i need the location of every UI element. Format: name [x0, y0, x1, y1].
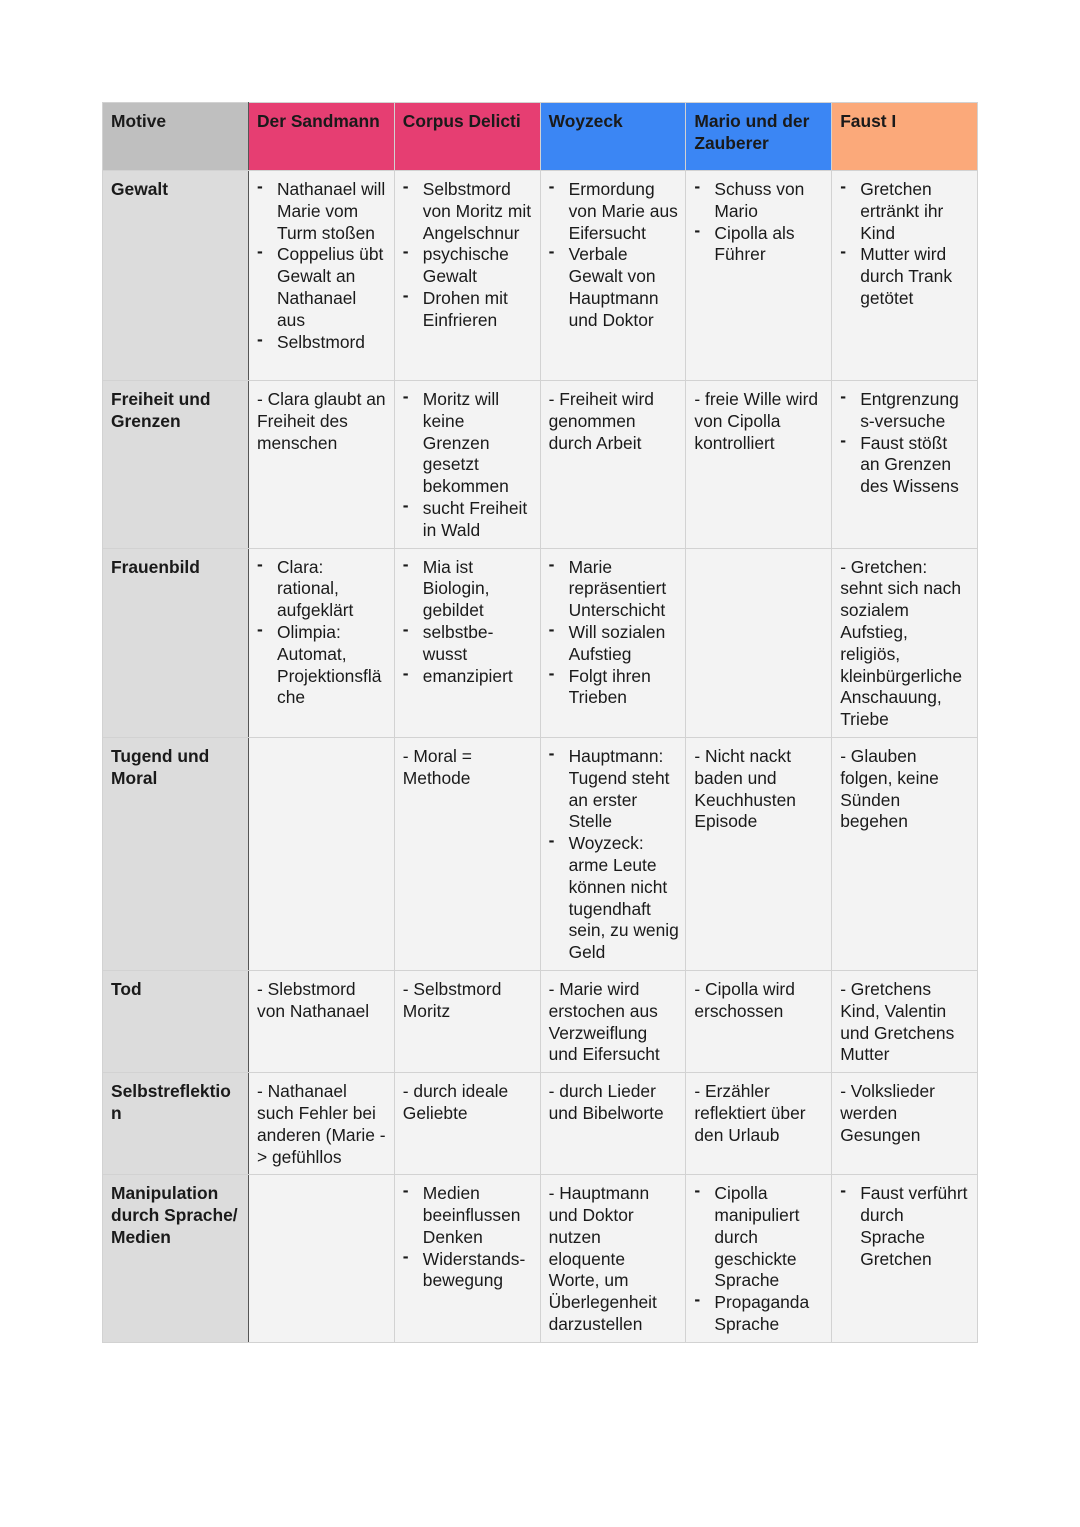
list-item: - Faust verführt durch Sprache Gretchen — [840, 1183, 971, 1270]
table-row — [103, 737, 978, 970]
table-cell — [394, 1073, 540, 1175]
list-item: - Nathanael will Marie vom Turm stoßen — [257, 179, 388, 244]
list-item: - Moritz will keine Grenzen gesetzt bekommen — [403, 389, 534, 498]
list-item: - Cipolla manipuliert durch geschickte Sprache — [694, 1183, 825, 1292]
cell-text: - Slebstmord von Nathanael — [257, 978, 370, 1021]
table-cell — [832, 1175, 978, 1343]
list-item: - Drohen mit Einfrieren — [403, 288, 534, 332]
list-item: - Widerstands- bewegung — [403, 1249, 534, 1293]
table-cell — [686, 548, 832, 737]
bullet-list — [694, 1183, 825, 1336]
table-cell — [832, 737, 978, 970]
list-item: - psychische Gewalt — [403, 244, 534, 288]
list-item: - Mutter wird durch Trank getötet — [840, 244, 971, 309]
table-cell — [540, 548, 686, 737]
cell-text: - Gretchens Kind, Valentin und Gretchens Mutter — [840, 978, 955, 1065]
table-cell — [394, 737, 540, 970]
bullet-list — [840, 179, 971, 310]
bullet-list — [403, 179, 534, 332]
bullet-list — [403, 557, 534, 688]
motive-comparison-table — [102, 102, 978, 1343]
list-item: - Woyzeck: arme Leute können nicht tugendhaft sein, zu wenig Geld — [549, 833, 680, 964]
table-cell — [832, 970, 978, 1072]
table-cell — [249, 171, 395, 381]
table-cell — [686, 737, 832, 970]
list-item: - Folgt ihren Trieben — [549, 666, 680, 710]
cell-text: - Cipolla wird erschossen — [694, 978, 795, 1021]
list-item: - Hauptmann: Tugend steht an erster Stelle — [549, 746, 680, 833]
header-work: Mario und der Zauberer — [686, 103, 832, 171]
bullet-list — [549, 557, 680, 710]
table-cell — [394, 171, 540, 381]
cell-text: - Gretchen: sehnt sich nach sozialem Aufstieg, religiös, kleinbürgerliche Anschauung, Triebe — [840, 556, 962, 730]
cell-text: - Freiheit wird genommen durch Arbeit — [548, 389, 654, 453]
cell-text: - durch ideale Geliebte — [402, 1081, 509, 1123]
table-cell — [540, 1073, 686, 1175]
list-item: - emanzipiert — [403, 666, 534, 688]
table-cell — [686, 171, 832, 381]
list-item: - Coppelius übt Gewalt an Nathanael aus — [257, 244, 388, 331]
cell-text: - Clara glaubt an Freiheit des menschen — [257, 389, 386, 453]
list-item: - Medien beeinflussen Denken — [403, 1183, 534, 1248]
header-work: Faust I — [832, 103, 978, 171]
row-heading: Tugend und Moral — [103, 737, 249, 970]
list-item: - Clara: rational, aufgeklärt — [257, 557, 388, 622]
list-item: - Marie repräsentiert Unterschicht — [549, 557, 680, 622]
table-row — [103, 548, 978, 737]
list-item: - selbstbe- wusst — [403, 622, 534, 666]
list-item: - Mia ist Biologin, gebildet — [403, 557, 534, 622]
list-item: - Olimpia: Automat, Projektionsflä che — [257, 622, 388, 709]
table-cell — [832, 1073, 978, 1175]
table-cell — [394, 548, 540, 737]
cell-text: - Nathanael such Fehler bei anderen (Marie -> gefühllos — [257, 1081, 386, 1167]
bullet-list — [840, 1183, 971, 1270]
table-cell — [686, 1175, 832, 1343]
cell-text: - Volkslieder werden Gesungen — [840, 1081, 935, 1145]
table-cell — [249, 381, 395, 549]
table-cell — [249, 1073, 395, 1175]
header-work: Der Sandmann — [249, 103, 395, 171]
list-item: - Propaganda Sprache — [694, 1292, 825, 1336]
row-heading: Tod — [103, 970, 249, 1072]
bullet-list — [549, 746, 680, 964]
table-row — [103, 1073, 978, 1175]
table-cell — [540, 381, 686, 549]
list-item: - Ermordung von Marie aus Eifersucht — [549, 179, 680, 244]
list-item: - Will sozialen Aufstieg — [549, 622, 680, 666]
cell-text: - freie Wille wird von Cipolla kontrolliert — [694, 389, 819, 453]
table-cell — [832, 381, 978, 549]
list-item: - Cipolla als Führer — [694, 223, 825, 267]
header-work: Woyzeck — [540, 103, 686, 171]
table-cell — [249, 1175, 395, 1343]
bullet-list — [403, 1183, 534, 1292]
row-heading: Freiheit und Grenzen — [103, 381, 249, 549]
list-item: - Schuss von Mario — [694, 179, 825, 223]
cell-text: - Nicht nackt baden und Keuchhusten Episode — [694, 745, 796, 832]
list-item: - sucht Freiheit in Wald — [403, 498, 534, 542]
table-cell — [540, 737, 686, 970]
bullet-list — [549, 179, 680, 332]
row-heading: Gewalt — [103, 171, 249, 381]
cell-text: - Selbstmord Moritz — [402, 978, 502, 1021]
cell-text: - durch Lieder und Bibelworte — [548, 1081, 664, 1123]
list-item: - Entgrenzung s-versuche — [840, 389, 971, 433]
row-heading: Frauenbild — [103, 548, 249, 737]
list-item: - Faust stößt an Grenzen des Wissens — [840, 433, 971, 498]
cell-text: - Moral = Methode — [402, 745, 472, 788]
list-item: - Selbstmord von Moritz mit Angelschnur — [403, 179, 534, 244]
table-row — [103, 171, 978, 381]
cell-text: - Hauptmann und Doktor nutzen eloquente Worte, um Überlegenheit darzustellen — [548, 1183, 657, 1335]
table-cell — [540, 1175, 686, 1343]
table-cell — [249, 548, 395, 737]
table-cell — [394, 1175, 540, 1343]
list-item: - Gretchen ertränkt ihr Kind — [840, 179, 971, 244]
table-cell — [394, 970, 540, 1072]
table-cell — [832, 548, 978, 737]
cell-text: - Marie wird erstochen aus Verzweiflung und Eifersucht — [548, 978, 660, 1065]
table-cell — [394, 381, 540, 549]
table-cell — [540, 970, 686, 1072]
row-heading: Manipulation durch Sprache/ Medien — [103, 1175, 249, 1343]
cell-text: - Glauben folgen, keine Sünden begehen — [840, 745, 939, 832]
table-row — [103, 381, 978, 549]
bullet-list — [257, 179, 388, 353]
table-cell — [540, 171, 686, 381]
bullet-list — [694, 179, 825, 266]
table-cell — [686, 381, 832, 549]
bullet-list — [257, 557, 388, 710]
row-heading: Selbstreflektio n — [103, 1073, 249, 1175]
cell-text: - Erzähler reflektiert über den Urlaub — [694, 1081, 806, 1145]
list-item: - Selbstmord — [257, 332, 388, 354]
header-work: Corpus Delicti — [394, 103, 540, 171]
table-cell — [249, 970, 395, 1072]
list-item: - Verbale Gewalt von Hauptmann und Doktor — [549, 244, 680, 331]
header-motive: Motive — [103, 103, 249, 171]
table-row — [103, 1175, 978, 1343]
table-cell — [832, 171, 978, 381]
table-cell — [686, 1073, 832, 1175]
table-row — [103, 970, 978, 1072]
table-cell — [686, 970, 832, 1072]
table-cell — [249, 737, 395, 970]
bullet-list — [403, 389, 534, 542]
header-row — [103, 103, 978, 171]
bullet-list — [840, 389, 971, 498]
